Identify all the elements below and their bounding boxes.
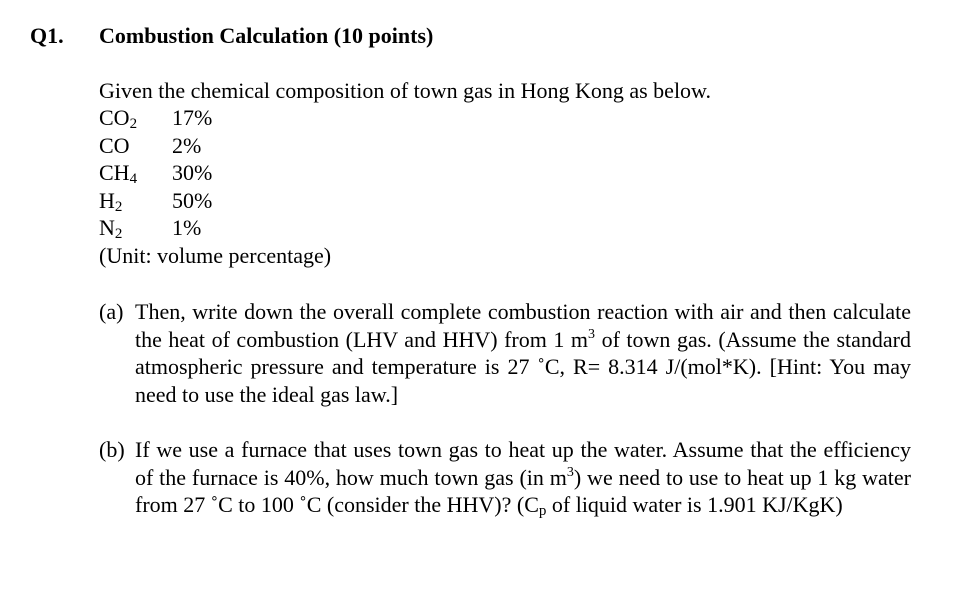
- value-h2: 50%: [172, 187, 213, 213]
- intro-text: Given the chemical composition of town gas in Hong Kong as below.: [99, 78, 712, 103]
- formula-h2: $H_2$: [99, 187, 123, 215]
- part-b-text: If we use a furnace that uses town gas to heat up the water. Assume that the efficiency of the furnace is 40%, how much town gas (in $m^3$) we need to use to heat up 1 kg water from 27 ˚C to 100 ˚C (consider the HHV)? (Cp of liquid water is 1.901 KJ/KgK): [135, 437, 912, 519]
- unit-note: (Unit: volume percentage): [99, 243, 332, 268]
- part-a-text: Then, write down the overall complete combustion reaction with air and then calculate the heat of combustion (LHV and HHV) from 1 $m^3$ of town gas. (Assume the standard atmospheric pressure and temperature is 27 ˚C, R= 8.314 J/(mol*K). [Hint: You may need to use the ideal gas law.]: [135, 299, 911, 407]
- value-n2: 1%: [172, 215, 202, 240]
- formula-co: CO: [99, 132, 130, 158]
- value-co: 2%: [172, 132, 202, 158]
- part-a-label: (a): [99, 299, 124, 324]
- value-ch4: 30%: [172, 160, 213, 185]
- formula-co2: $CO_2$: [99, 105, 138, 132]
- part-a: [99, 298, 911, 408]
- formula-ch4: $CH_4$: [99, 160, 138, 187]
- question-title: Combustion Calculation (10 points): [99, 23, 434, 48]
- part-b: [99, 436, 911, 519]
- value-co2: 17%: [172, 105, 213, 130]
- part-b-label: (b): [99, 437, 125, 462]
- formula-n2: $N_2$: [99, 215, 123, 242]
- question-number: Q1.: [30, 23, 64, 48]
